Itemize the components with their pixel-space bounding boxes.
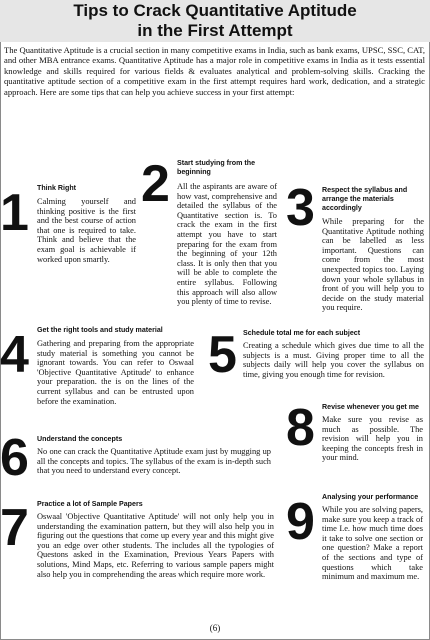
tip-number: 5 bbox=[208, 326, 237, 384]
tip-heading: Revise whenever you get me bbox=[322, 403, 419, 411]
page-number: (6) bbox=[209, 623, 221, 633]
tip-heading: Practice a lot of Sample Papers bbox=[37, 500, 143, 508]
tip-heading: Understand the concepts bbox=[37, 435, 123, 443]
tip-body: While you are solving papers, make sure you keep a track of time I.e. how much time does it take to solve one section or one question? Make a report of the sections and type of questions which take minimum and maximum me. bbox=[322, 505, 423, 582]
tip-number: 8 bbox=[286, 399, 315, 457]
tip-number: 3 bbox=[286, 179, 315, 237]
tip-body: While preparing for the Quantitative Aptitude nothing can be labelled as less important. Questions can come from the most unexpected topics too. Laying down your whole syllabus in front of you will help you to decide on the study material you require. bbox=[322, 217, 424, 313]
tip-body: No one can crack the Quantitative Aptitude exam just by mugging up all the concepts and topics. The syllabus of the exam is in-depth such that you need to understand every concept. bbox=[37, 447, 271, 476]
tip-heading: Think Right bbox=[37, 184, 77, 192]
tip-heading: Analysing your performance bbox=[322, 493, 419, 501]
tip-number: 1 bbox=[0, 184, 29, 242]
tip-body: All the aspirants are aware of how vast, comprehensive and detailed the syllabus of the Quantitative section is. To crack the exam in the first attempt you have to start preparing for the exam from the beginning of your 12th class. It is only then that you will be able to complete the entire syllabus. Following this approach will also allow you plenty of time to revise. bbox=[177, 182, 277, 307]
tip-heading: Schedule total me for each subject bbox=[243, 329, 361, 337]
tip-number: 2 bbox=[141, 155, 170, 213]
tip-body: Creating a schedule which gives due time to all the subjects is a must. Giving proper time to all the subjects daily will help you cover the syllabus on time, giving you enough time for revision. bbox=[243, 341, 424, 379]
intro-paragraph: The Quantitative Aptitude is a crucial section in many competitive exams in India, such as bank exams, UPSC, SSC, CAT, and other MBA entrance exams. Quantitative Aptitude has a major role in competitive exams in India as it tests essential knowledge and skills required for various fields & evaluates analytical and problem-solving skills. Cracking the quantitative aptitude section of a competitive exam in the first attempt requires hard work, dedication, and a strategic approach. Here are some tips that can help you achieve success in your first attempt: bbox=[4, 45, 425, 97]
title-line-1: Tips to Crack Quantitative Aptitude bbox=[73, 1, 357, 20]
tip-body: Gathering and preparing from the appropriate study material is something you cannot be ignorant towards. You can refer to Oswaal 'Objective Quantitative Aptitude' to enhance your preparation. the is on the lines of the current syllabus and can be entrusted upon before the examination. bbox=[37, 339, 194, 406]
page-title bbox=[0, 1, 430, 41]
tip-number: 4 bbox=[0, 326, 29, 384]
tip-heading: Get the right tools and study material bbox=[37, 326, 163, 334]
tip-body: Oswaal 'Objective Quantitative Aptitude' will not only help you in understanding the examination pattern, but they will also help you in figuring out the questions that come up every year and this might give you an edge over other students. The includes all the typologies of Questons asked in the Examination, Previous Years Papers with solutions, Mind Maps, etc. Referring to various sample papers might also help you in comprehending the areas which require more work. bbox=[37, 512, 274, 579]
tip-heading: Respect the syllabus and arrange the materials accordingly bbox=[322, 186, 408, 212]
title-line-2: in the First Attempt bbox=[137, 21, 293, 40]
tip-body: Calming yourself and thinking positive is the first and the best course of action that one is required to take. Think and believe that the exam goal is achievable if worked upon smartly. bbox=[37, 197, 136, 264]
tip-number: 6 bbox=[0, 429, 29, 487]
title-banner bbox=[0, 0, 430, 42]
tip-heading: Start studying from the beginning bbox=[177, 159, 256, 176]
tip-body: Make sure you revise as much as possible. The revision will help you in keeping the concepts fresh in your mind. bbox=[322, 415, 423, 463]
tip-number: 7 bbox=[0, 499, 29, 557]
tip-number: 9 bbox=[286, 493, 315, 551]
